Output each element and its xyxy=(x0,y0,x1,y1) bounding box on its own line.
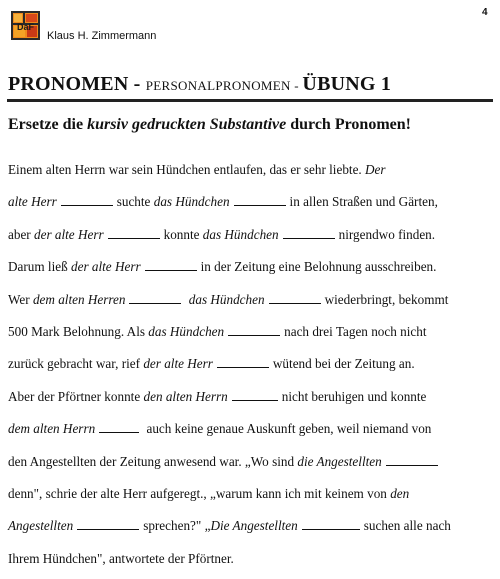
italic-noun: dem alten Herren xyxy=(32,291,126,307)
text-run: in allen Straßen und Gärten, xyxy=(289,194,438,210)
text-run: den Angestellten der Zeitung anwesend war. „Wo sind xyxy=(8,453,298,469)
exercise-line xyxy=(8,352,488,384)
italic-noun: das Hündchen xyxy=(188,291,265,307)
instruction-prefix: Ersetze die xyxy=(8,116,88,133)
text-run: 500 Mark Belohnung. Als xyxy=(8,323,149,339)
text-run: aber xyxy=(8,226,34,242)
blank-gap[interactable] xyxy=(283,226,335,239)
exercise-text xyxy=(8,158,488,579)
italic-noun: Der xyxy=(365,162,386,177)
blank-gap[interactable] xyxy=(386,453,438,466)
blank-gap[interactable] xyxy=(217,355,269,368)
page-number: 4 xyxy=(482,7,488,18)
page-title xyxy=(8,73,391,96)
blank-gap[interactable] xyxy=(269,291,321,304)
text-run: suchen alle nach xyxy=(363,518,451,534)
exercise-line xyxy=(8,450,488,482)
text-run: auch keine genaue Auskunft geben, weil niemand von xyxy=(143,421,432,437)
blank-gap[interactable] xyxy=(61,193,113,206)
title-part-uebung: ÜBUNG 1 xyxy=(302,73,392,95)
text-run: Einem alten Herrn war sein Hündchen entlaufen, das er sehr liebte. xyxy=(8,162,366,177)
text-run: Ihrem Hündchen", antwortete der Pförtner. xyxy=(8,550,234,566)
exercise-line xyxy=(8,223,488,255)
blank-gap[interactable] xyxy=(145,258,197,271)
exercise-line xyxy=(8,385,488,417)
instruction-suffix: durch Pronomen! xyxy=(286,116,411,133)
text-run: Darum ließ xyxy=(8,259,71,275)
text-run: zurück gebracht war, rief xyxy=(8,356,144,372)
title-part-pronomen: PRONOMEN - xyxy=(8,73,146,95)
text-run: nicht beruhigen und konnte xyxy=(281,388,427,404)
instruction-italic: kursiv gedruckten Substantive xyxy=(87,116,287,133)
exercise-line xyxy=(8,255,488,287)
text-run: wütend bei der Zeitung an. xyxy=(272,356,415,372)
exercise-line xyxy=(8,320,488,352)
italic-noun: das Hündchen xyxy=(202,226,279,242)
text-run: in der Zeitung eine Belohnung ausschreiben. xyxy=(200,259,437,275)
author-name: Klaus H. Zimmermann xyxy=(47,30,157,42)
instruction xyxy=(8,116,411,134)
italic-noun: Angestellten xyxy=(8,518,74,534)
page-header xyxy=(0,0,500,50)
blank-gap[interactable] xyxy=(302,517,360,530)
italic-noun: alte Herr xyxy=(8,194,57,210)
exercise-line xyxy=(8,288,488,320)
title-part-dash: - xyxy=(290,78,303,93)
exercise-line xyxy=(8,190,488,222)
exercise-line xyxy=(8,482,488,514)
title-part-personalpronomen: PERSONALPRONOMEN xyxy=(145,78,291,93)
blank-gap[interactable] xyxy=(99,420,139,433)
text-run: Aber der Pförtner konnte xyxy=(8,388,144,404)
exercise-line xyxy=(8,547,488,579)
blank-gap[interactable] xyxy=(77,517,139,530)
italic-noun: den alten Herrn xyxy=(143,388,228,404)
italic-noun: dem alten Herrn xyxy=(8,421,96,437)
italic-noun: der alte Herr xyxy=(71,259,141,275)
exercise-line xyxy=(8,158,488,190)
daf-logo xyxy=(11,11,40,40)
text-run: nach drei Tagen noch nicht xyxy=(284,323,427,339)
title-divider xyxy=(7,99,493,102)
blank-gap[interactable] xyxy=(234,193,286,206)
italic-noun: der alte Herr xyxy=(34,226,104,242)
text-run: konnte xyxy=(163,226,203,242)
italic-noun: das Hündchen xyxy=(148,323,225,339)
blank-gap[interactable] xyxy=(232,388,278,401)
exercise-line xyxy=(8,514,488,546)
text-run: nirgendwo finden. xyxy=(338,226,436,242)
text-run: Wer xyxy=(8,291,33,307)
blank-gap[interactable] xyxy=(129,291,181,304)
text-run: denn", schrie der alte Herr aufgeregt., „warum kann ich mit keinem von xyxy=(8,485,391,501)
blank-gap[interactable] xyxy=(228,323,280,336)
logo-text: DaF xyxy=(16,22,35,32)
text-run: suchte xyxy=(116,194,154,210)
blank-gap[interactable] xyxy=(108,226,160,239)
exercise-line xyxy=(8,417,488,449)
italic-noun: der alte Herr xyxy=(143,356,213,372)
text-run: sprechen?" „ xyxy=(143,518,211,534)
italic-noun: den xyxy=(390,485,410,501)
italic-noun: das Hündchen xyxy=(153,194,230,210)
italic-noun: die Angestellten xyxy=(297,453,382,469)
italic-noun: Die Angestellten xyxy=(210,518,298,534)
text-run: wiederbringt, bekommt xyxy=(324,291,449,307)
